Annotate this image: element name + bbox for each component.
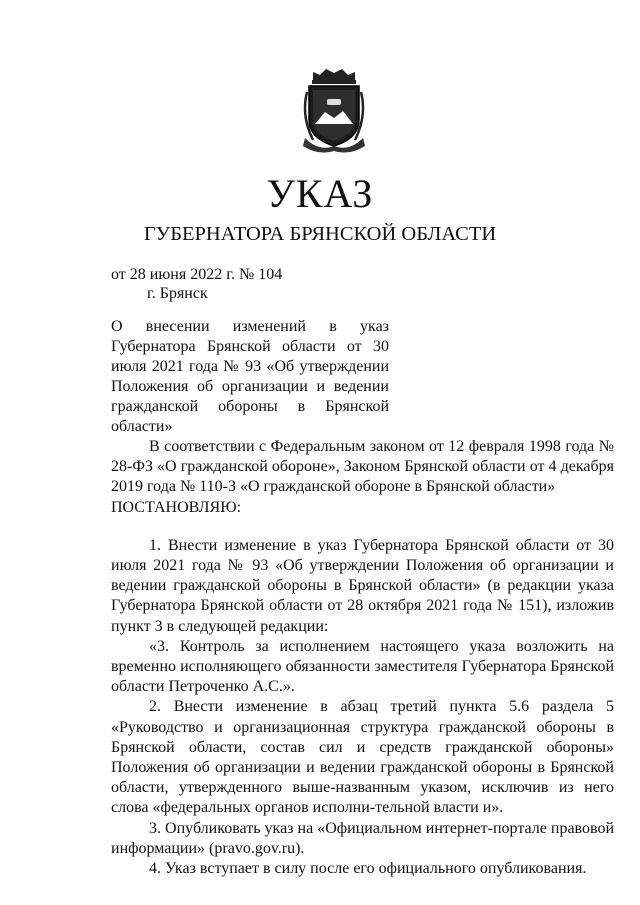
item-3: 3. Опубликовать указ на «Официальном интернет-портале правовой информации» (pravo.gov.ru). [111,819,614,857]
preamble: В соответствии с Федеральным законом от 12 февраля 1998 года № 28-ФЗ «О гражданской обороне», Законом Брянской области от 4 декабря 2019 года № 110-З «О гражданской обороне в Брянской области» [111,438,614,496]
decree-word: ПОСТАНОВЛЯЮ: [111,498,242,516]
city: г. Брянск [147,285,208,302]
item-4: 4. Указ вступает в силу после его официального опубликования. [149,860,587,878]
date-and-number: от 28 июня 2022 г. № 104 [111,266,283,283]
bryansk-coat-of-arms-icon [299,66,369,154]
decree-subject: О внесении изменений в указ Губернатора Брянской области от 30 июля 2021 года № 93 «Об утверждении Положения об организации и ведении гражданской обороны в Брянской области» [111,318,389,435]
document-title: УКАЗ [266,171,374,216]
decree-body [111,437,614,879]
item-1-quote: «3. Контроль за исполнением настоящего указа возложить на временно исполняющего обязанности заместителя Губернатора Брянской области Петроченко А.С.». [111,637,614,696]
item-1: 1. Внести изменение в указ Губернатора Брянской области от 30 июля 2021 года № 93 «Об утверждении Положения об организации и ведении гражданской обороны в Брянской области» (в редакции указа Губернатора Брянской области от 28 октября 2021 года № 151), изложив пункт 3 в следующей редакции: [111,536,614,635]
document-subtitle: ГУБЕРНАТОРА БРЯНСКОЙ ОБЛАСТИ [143,223,497,245]
item-2: 2. Внести изменение в абзац третий пункта 5.6 раздела 5 «Руководство и организационная структура гражданской обороны в Брянской области, состав сил и средств гражданской обороны» Положения об организации и ведении гражданской обороны в Брянской области, утвержденного выше-названным указом, исключив из него слова «федеральных органов исполни-тельной власти и». [111,698,614,817]
